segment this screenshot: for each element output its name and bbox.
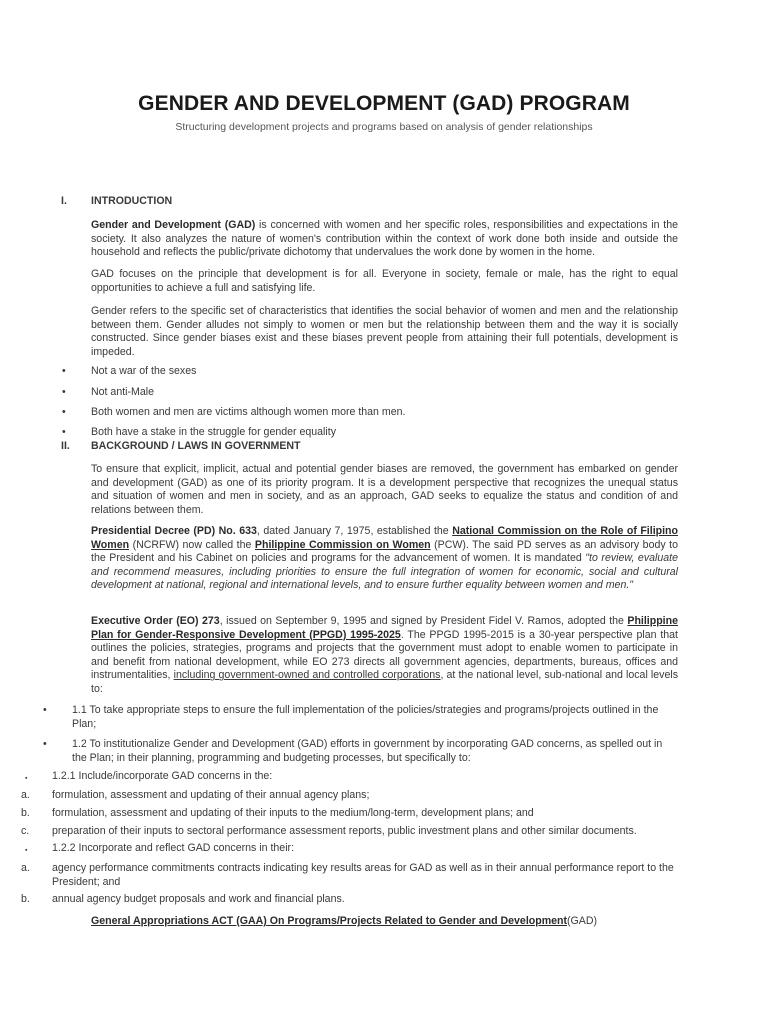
list-item: 1.2.2 Incorporate and reflect GAD concerns in their:	[52, 842, 295, 854]
gaa-link[interactable]: General Appropriations ACT (GAA) On Programs/Projects Related to Gender and Development	[91, 915, 568, 927]
paragraph	[91, 615, 678, 697]
paragraph: Gender refers to the specific set of characteristics that identifies the social behavior of women and men and the relationship between them. Gender alludes not simply to women or men but the relationship between them and the way it is socially constructed. Since gender biases exist and these biases prevent people from attaining their full potentials, development is impeded.	[91, 305, 678, 358]
paragraph-text: (NCRFW) now called the	[129, 538, 255, 551]
paragraph-text: . The PPGD 1995-2015 is a 30-year perspective plan that outlines the policies, strategies, programs and projects that the government must adopt to enable women to participate in and benefit from national development, while EO 273 directs all government agencies, departments, bureaus, offices and instrumentalities,	[91, 628, 678, 682]
list-item: preparation of their inputs to sectoral performance assessment reports, public investment plans and other similar documents.	[52, 825, 637, 837]
square-bullet-icon: ▪	[25, 847, 28, 854]
bullet-icon: •	[43, 738, 47, 750]
list-item: Both women and men are victims although women more than men.	[91, 406, 406, 418]
bold-term: Gender and Development (GAD)	[91, 219, 256, 231]
list-label: b.	[21, 807, 30, 819]
gaa-heading	[91, 915, 597, 929]
list-item: formulation, assessment and updating of their annual agency plans;	[52, 789, 370, 801]
section-heading: BACKGROUND / LAWS IN GOVERNMENT	[91, 440, 301, 452]
paragraph-text: , issued on September 9, 1995 and signed by President Fidel V. Ramos, adopted the	[219, 615, 628, 627]
list-label: c.	[21, 825, 30, 837]
pcw-link[interactable]: Philippine Commission on Women	[254, 538, 431, 551]
paragraph	[91, 525, 678, 593]
list-item: agency performance commitments contracts indicating key results areas for GAD as well as in their annual performance report to the President; and	[52, 862, 674, 888]
list-label: a.	[21, 789, 30, 801]
list-item: Not a war of the sexes	[91, 365, 197, 377]
ppgd-link[interactable]: Philippine Plan for Gender-Responsive Development (PPGD) 1995-2025	[91, 615, 678, 641]
list-item: 1.2 To institutionalize Gender and Development (GAD) efforts in government by incorporating GAD concerns, as spelled out in the Plan; in their planning, programming and budgeting processes, but specifically to:	[72, 738, 663, 764]
bullet-icon: •	[62, 386, 66, 398]
bullet-icon: •	[62, 365, 66, 377]
list-item: Not anti-Male	[91, 386, 154, 398]
list-item: annual agency budget proposals and work and financial plans.	[52, 893, 345, 905]
gocc-link[interactable]: including government-owned and controlled corporations	[173, 669, 441, 682]
list-item: 1.2.1 Include/incorporate GAD concerns in the:	[52, 770, 273, 782]
pcw-origin-link[interactable]: National Commission on the Role of Filipino Women	[91, 525, 678, 551]
paragraph	[91, 219, 678, 260]
paragraph-text: (PCW). The said PD serves as an advisory body to the President and his Cabinet on policies and programs for the advancement of women. It is mandated	[91, 538, 678, 565]
paragraph: To ensure that explicit, implicit, actual and potential gender biases are removed, the government has embarked on gender and development (GAD) as one of its priority program. It is a development perspective that recognizes the unequal status and situation of women and men in society, and as an approach, GAD seeks to equalize the status and condition of and relations between them.	[91, 463, 678, 516]
page-title: GENDER AND DEVELOPMENT (GAD) PROGRAM	[138, 92, 630, 115]
section-number: I.	[61, 195, 67, 207]
list-item: 1.1 To take appropriate steps to ensure the full implementation of the policies/strategies and programs/projects outlined in the Plan;	[72, 704, 659, 730]
bullet-icon: •	[62, 426, 66, 438]
bullet-icon: •	[43, 704, 47, 716]
list-item: formulation, assessment and updating of their inputs to the medium/long-term, development plans; and	[52, 807, 534, 819]
list-label: b.	[21, 893, 30, 905]
gaa-suffix: (GAD)	[567, 915, 598, 927]
list-label: a.	[21, 862, 30, 874]
paragraph-text: , at the national level, sub-national and local levels to:	[91, 669, 679, 695]
section-heading: INTRODUCTION	[91, 195, 173, 207]
page-subtitle: Structuring development projects and programs based on analysis of gender relationships	[175, 121, 593, 133]
paragraph-text: is concerned with women and her specific roles, responsibilities and expectations in the society. It also analyzes the nature of women's contribution within the context of work done both inside and outside the household and reflects the public/private dichotomy that undervalues the work done by women in the home.	[91, 219, 678, 259]
mandate-quote: "to review, evaluate and recommend measures, including priorities to ensure the full integration of women for economic, social and cultural development at national, regional and international levels, and to ensure further equality between women and men."	[91, 552, 678, 592]
section-number: II.	[61, 440, 70, 452]
paragraph-text: , dated January 7, 1975, established the	[256, 525, 453, 537]
paragraph: GAD focuses on the principle that development is for all. Everyone in society, female or male, has the right to equal opportunities to achieve a full and satisfying life.	[91, 268, 678, 294]
bold-term: Presidential Decree (PD) No. 633	[91, 525, 257, 537]
square-bullet-icon: ▪	[25, 775, 28, 782]
bullet-icon: •	[62, 406, 66, 418]
list-item: Both have a stake in the struggle for gender equality	[91, 426, 336, 438]
bold-term: Executive Order (EO) 273	[91, 615, 220, 627]
